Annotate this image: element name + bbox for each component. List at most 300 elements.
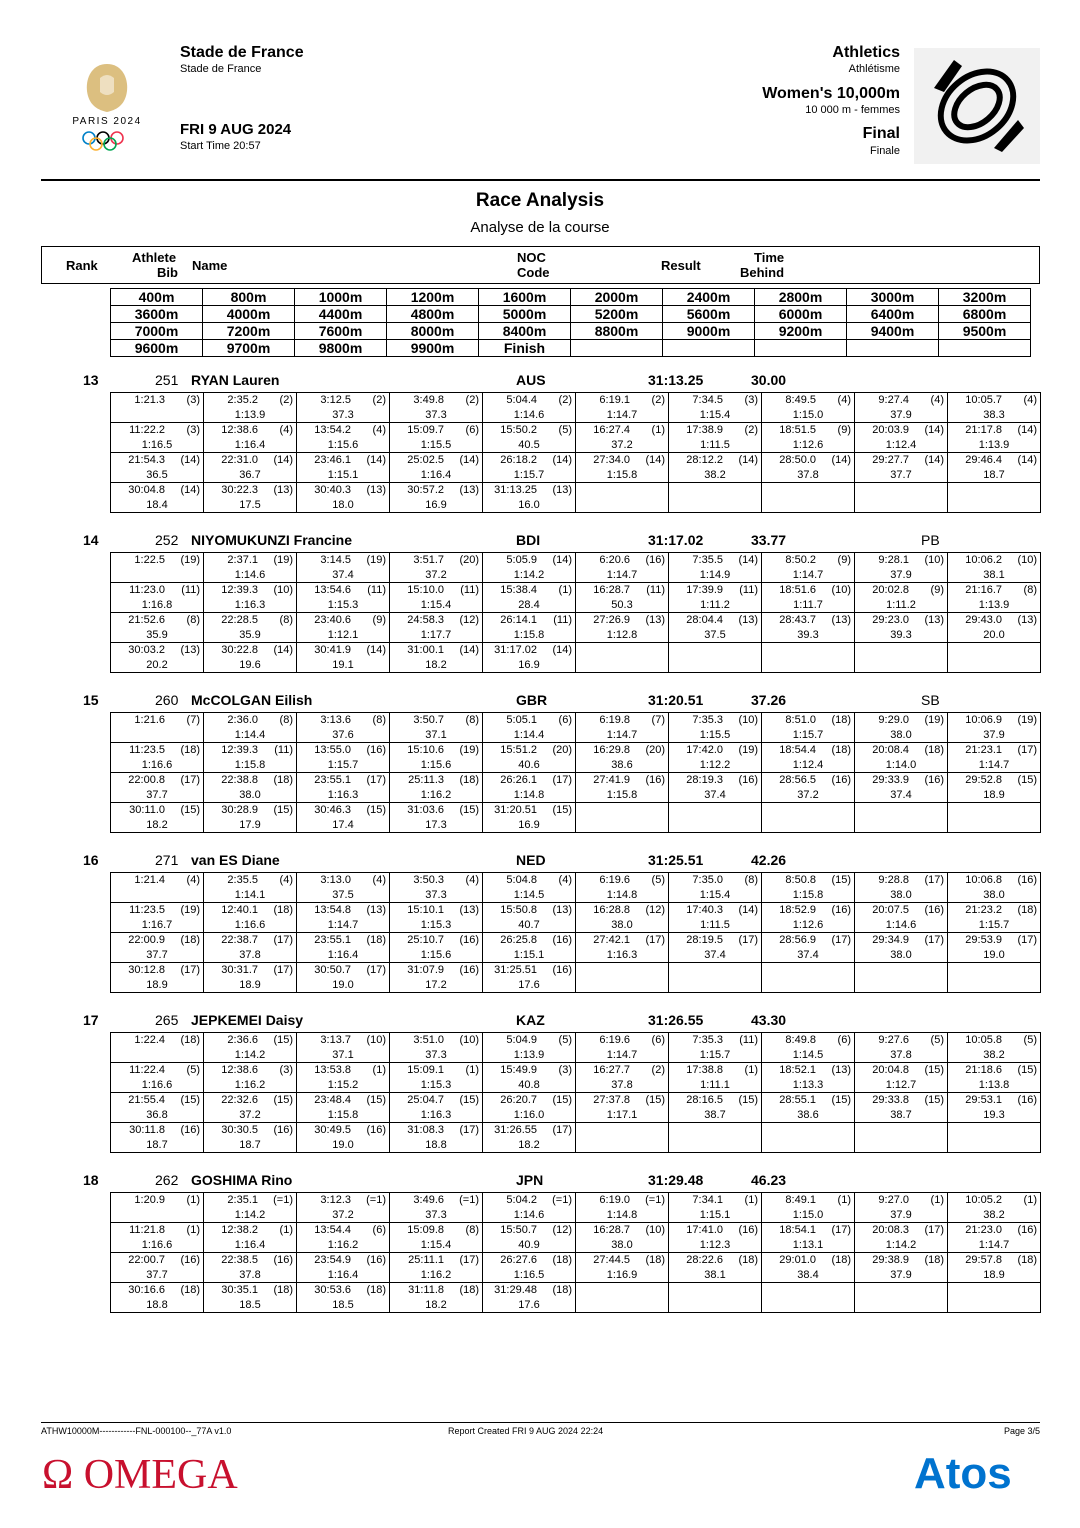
- split-position: (8): [279, 614, 293, 626]
- split-cell: [390, 1283, 483, 1313]
- athlete-name: van ES Diane: [191, 852, 280, 868]
- split-time: 29:34.9: [872, 934, 909, 946]
- split-cell: [390, 583, 483, 613]
- athlete-result: 31:13.25: [648, 372, 704, 388]
- split-lap-time: 1:16.0: [513, 1109, 545, 1121]
- split-position: (1): [744, 1064, 758, 1076]
- split-time: 30:31.7: [221, 964, 258, 976]
- split-time: 8:49.8: [785, 1034, 816, 1046]
- split-cell: [948, 963, 1041, 993]
- split-position: (4): [279, 874, 293, 886]
- split-time: 3:51.7: [413, 554, 444, 566]
- split-cell: [855, 1093, 948, 1123]
- split-position: (4): [465, 874, 479, 886]
- page-number: Page 3/5: [1003, 1426, 1040, 1436]
- split-time: 5:04.8: [506, 874, 537, 886]
- split-lap-time: 1:14.2: [234, 1049, 266, 1061]
- split-position: (16): [645, 774, 665, 786]
- split-time: 30:49.5: [314, 1124, 351, 1136]
- split-cell: [762, 743, 855, 773]
- split-lap-time: 1:16.6: [141, 1079, 173, 1091]
- split-time: 18:51.5: [779, 424, 816, 436]
- athlete-result: 31:26.55: [648, 1012, 704, 1028]
- split-time: 26:18.2: [500, 454, 537, 466]
- split-position: (20): [459, 554, 479, 566]
- split-lap-time: 17.2: [425, 979, 447, 991]
- split-position: (14): [738, 554, 758, 566]
- split-time: 29:52.8: [965, 774, 1002, 786]
- split-cell: [483, 773, 576, 803]
- split-lap-time: 19.0: [332, 979, 354, 991]
- split-lap-time: 1:16.9: [606, 1269, 638, 1281]
- split-position: (12): [459, 614, 479, 626]
- split-cell: [204, 643, 297, 673]
- split-time: 25:11.1: [408, 1254, 444, 1266]
- split-lap-time: 1:16.4: [420, 469, 452, 481]
- split-lap-time: 1:16.2: [420, 1269, 452, 1281]
- split-cell: [297, 1093, 390, 1123]
- split-lap-time: 1:17.1: [606, 1109, 638, 1121]
- split-lap-time: 1:15.6: [327, 439, 359, 451]
- split-time: 5:04.9: [506, 1034, 537, 1046]
- split-cell: [483, 423, 576, 453]
- split-lap-time: 38.2: [983, 1049, 1005, 1061]
- split-lap-time: 36.8: [146, 1109, 168, 1121]
- split-time: 23:55.1: [314, 774, 351, 786]
- split-position: (10): [645, 1224, 665, 1236]
- split-lap-time: 1:15.5: [420, 439, 452, 451]
- split-cell: [204, 1033, 297, 1063]
- split-lap-time: 1:16.4: [234, 1239, 266, 1251]
- split-lap-time: 18.9: [146, 979, 168, 991]
- split-time: 30:53.6: [314, 1284, 351, 1296]
- split-position: (14): [924, 454, 944, 466]
- split-lap-time: 36.5: [146, 469, 168, 481]
- split-position: (14): [552, 454, 572, 466]
- split-lap-time: 1:12.4: [792, 759, 824, 771]
- split-time: 31:03.6: [407, 804, 444, 816]
- split-cell: [576, 933, 669, 963]
- split-lap-time: 1:11.2: [886, 599, 916, 611]
- split-label: 1000m: [295, 289, 387, 306]
- split-time: 5:05.9: [506, 554, 537, 566]
- split-time: 13:53.8: [314, 1064, 351, 1076]
- split-lap-time: 20.0: [983, 629, 1005, 641]
- split-lap-time: 37.7: [890, 469, 912, 481]
- split-time: 29:53.9: [965, 934, 1002, 946]
- split-position: (3): [744, 394, 758, 406]
- split-lap-time: 18.9: [983, 789, 1005, 801]
- split-lap-time: 1:15.8: [327, 1109, 359, 1121]
- split-cell: [297, 1223, 390, 1253]
- split-cell: [204, 1223, 297, 1253]
- split-lap-time: 18.5: [239, 1299, 261, 1311]
- split-cell: [948, 1193, 1041, 1223]
- split-time: 1:21.6: [134, 714, 165, 726]
- athlete-rank: 14: [83, 532, 99, 548]
- col-result: Result: [661, 258, 701, 273]
- split-time: 15:10.0: [407, 584, 444, 596]
- split-position: (8): [465, 1224, 479, 1236]
- split-position: (16): [1017, 1224, 1037, 1236]
- split-time: 22:31.0: [221, 454, 258, 466]
- split-lap-time: 1:15.2: [327, 1079, 359, 1091]
- split-cell: [390, 553, 483, 583]
- split-lap-time: 37.8: [239, 949, 261, 961]
- split-position: (11): [460, 584, 479, 596]
- event-subtitle: 10 000 m - femmes: [805, 104, 900, 116]
- split-time: 13:54.4: [314, 1224, 351, 1236]
- split-cell: [855, 423, 948, 453]
- split-time: 26:20.7: [500, 1094, 537, 1106]
- split-cell: [576, 483, 669, 513]
- split-cell: [669, 713, 762, 743]
- split-lap-time: 35.9: [146, 629, 168, 641]
- split-position: (15): [180, 804, 200, 816]
- split-time: 18:52.1: [779, 1064, 816, 1076]
- split-time: 1:20.9: [134, 1194, 165, 1206]
- split-position: (19): [273, 554, 293, 566]
- split-lap-time: 38.0: [983, 889, 1005, 901]
- split-lap-time: 1:13.1: [792, 1239, 824, 1251]
- split-cell: [204, 483, 297, 513]
- split-lap-time: 1:16.5: [513, 1269, 545, 1281]
- split-lap-time: 1:12.1: [327, 629, 359, 641]
- split-position: (1): [186, 1194, 200, 1206]
- split-lap-time: 1:14.6: [234, 569, 266, 581]
- split-time: 21:23.1: [965, 744, 1002, 756]
- split-cell: [669, 483, 762, 513]
- split-lap-time: 1:15.8: [606, 469, 638, 481]
- split-position: (5): [186, 1064, 200, 1076]
- split-cell: [390, 453, 483, 483]
- split-cell: [483, 393, 576, 423]
- split-cell: [483, 1193, 576, 1223]
- split-label: 2400m: [663, 289, 755, 306]
- split-time: 16:28.7: [593, 1224, 630, 1236]
- split-time: 9:28.8: [878, 874, 909, 886]
- split-position: (17): [831, 934, 851, 946]
- split-label: 3000m: [847, 289, 939, 306]
- split-lap-time: 1:15.7: [513, 469, 545, 481]
- athlete-rank: 17: [83, 1012, 99, 1028]
- split-cell: [111, 963, 204, 993]
- split-lap-time: 1:15.1: [699, 1209, 731, 1221]
- athlete-name: NIYOMUKUNZI Francine: [191, 532, 353, 548]
- athlete-time-behind: 46.23: [751, 1172, 787, 1188]
- split-time: 11:23.5: [129, 904, 165, 916]
- split-time: 30:40.3: [314, 484, 351, 496]
- split-time: 10:06.8: [965, 874, 1002, 886]
- split-time: 27:41.9: [593, 774, 630, 786]
- split-position: (13): [459, 904, 479, 916]
- split-cell: [762, 453, 855, 483]
- split-position: (18): [459, 774, 479, 786]
- split-cell: [948, 1123, 1041, 1153]
- split-position: (17): [924, 874, 944, 886]
- split-cell: [762, 903, 855, 933]
- split-cell: [669, 933, 762, 963]
- split-cell: [576, 613, 669, 643]
- split-grid: [110, 552, 1041, 673]
- split-time: 3:49.6: [413, 1194, 444, 1206]
- split-cell: [204, 773, 297, 803]
- split-time: 8:50.2: [785, 554, 816, 566]
- split-time: 30:28.9: [221, 804, 258, 816]
- split-cell: [855, 713, 948, 743]
- split-position: (11): [646, 584, 665, 596]
- split-time: 2:36.0: [227, 714, 258, 726]
- split-time: 3:51.0: [413, 1034, 444, 1046]
- split-cell: [204, 803, 297, 833]
- split-position: (4): [1023, 394, 1037, 406]
- split-cell: [855, 743, 948, 773]
- split-lap-time: 1:16.2: [327, 1239, 359, 1251]
- split-time: 28:19.3: [686, 774, 723, 786]
- split-time: 30:16.6: [128, 1284, 165, 1296]
- split-cell: [390, 933, 483, 963]
- split-position: (8): [744, 874, 758, 886]
- athlete-bib: 251: [155, 372, 179, 388]
- split-cell: [855, 1223, 948, 1253]
- athlete-time-behind: 30.00: [751, 372, 787, 388]
- split-cell: [948, 1063, 1041, 1093]
- split-lap-time: 1:14.5: [513, 889, 545, 901]
- split-lap-time: 1:16.3: [606, 949, 638, 961]
- split-time: 15:10.6: [407, 744, 444, 756]
- split-position: (15): [1017, 1064, 1037, 1076]
- split-time: 30:22.8: [221, 644, 258, 656]
- split-time: 11:22.2: [129, 424, 165, 436]
- split-cell: [762, 483, 855, 513]
- split-cell: [390, 613, 483, 643]
- split-distance-header: [110, 288, 1031, 357]
- split-position: (16): [924, 774, 944, 786]
- split-label: 4800m: [387, 306, 479, 323]
- split-cell: [390, 963, 483, 993]
- split-position: (17): [459, 1124, 479, 1136]
- split-position: (14): [366, 644, 386, 656]
- split-position: (3): [186, 394, 200, 406]
- split-position: (2): [558, 394, 572, 406]
- split-position: (1): [186, 1224, 200, 1236]
- split-position: (16): [180, 1254, 200, 1266]
- split-position: (16): [831, 774, 851, 786]
- split-time: 16:28.7: [593, 584, 630, 596]
- split-cell: [576, 743, 669, 773]
- split-position: (5): [558, 1034, 572, 1046]
- split-lap-time: 38.0: [890, 729, 912, 741]
- split-position: (1): [651, 424, 665, 436]
- split-position: (17): [366, 964, 386, 976]
- split-time: 15:09.7: [407, 424, 444, 436]
- split-cell: [669, 1223, 762, 1253]
- split-cell: [762, 423, 855, 453]
- split-time: 22:00.8: [128, 774, 165, 786]
- split-position: (9): [372, 614, 386, 626]
- split-time: 13:54.6: [314, 584, 351, 596]
- split-position: (5): [558, 424, 572, 436]
- split-lap-time: 1:15.0: [792, 1209, 824, 1221]
- split-time: 8:51.0: [785, 714, 816, 726]
- split-time: 16:28.8: [593, 904, 630, 916]
- split-position: (5): [1023, 1034, 1037, 1046]
- split-time: 29:46.4: [965, 454, 1002, 466]
- split-time: 3:12.3: [320, 1194, 351, 1206]
- split-cell: [297, 773, 390, 803]
- split-label: 400m: [111, 289, 203, 306]
- split-position: (=1): [459, 1194, 479, 1206]
- split-lap-time: 39.3: [890, 629, 912, 641]
- event-title: Women's 10,000m: [762, 85, 900, 102]
- split-lap-time: 1:11.1: [700, 1079, 730, 1091]
- footer-rule: [41, 1422, 1040, 1423]
- split-lap-time: 38.0: [239, 789, 261, 801]
- split-position: (8): [279, 714, 293, 726]
- split-position: (18): [459, 1284, 479, 1296]
- split-position: (16): [738, 1224, 758, 1236]
- split-cell: [297, 1033, 390, 1063]
- split-position: (4): [372, 874, 386, 886]
- split-time: 10:06.2: [965, 554, 1002, 566]
- split-position: (18): [1017, 1254, 1037, 1266]
- split-grid: [110, 1192, 1041, 1313]
- split-time: 15:50.7: [500, 1224, 537, 1236]
- split-lap-time: 1:14.5: [792, 1049, 824, 1061]
- athlete-time-behind: 37.26: [751, 692, 787, 708]
- split-cell: [762, 1063, 855, 1093]
- split-lap-time: 1:14.6: [885, 919, 917, 931]
- split-position: (15): [1017, 774, 1037, 786]
- split-position: (15): [552, 1094, 572, 1106]
- split-cell: [483, 933, 576, 963]
- split-cell: [483, 643, 576, 673]
- split-cell: [390, 713, 483, 743]
- split-position: (18): [273, 904, 293, 916]
- split-position: (=1): [645, 1194, 665, 1206]
- split-time: 29:53.1: [965, 1094, 1002, 1106]
- split-position: (17): [552, 774, 572, 786]
- split-time: 15:09.8: [407, 1224, 444, 1236]
- split-grid: [110, 392, 1041, 513]
- split-time: 29:33.9: [872, 774, 909, 786]
- split-cell: [762, 1123, 855, 1153]
- split-cell: [390, 483, 483, 513]
- split-position: (16): [459, 934, 479, 946]
- col-rank: Rank: [66, 258, 98, 273]
- split-lap-time: 18.9: [239, 979, 261, 991]
- split-cell: [111, 713, 204, 743]
- split-cell: [297, 423, 390, 453]
- split-time: 21:23.0: [965, 1224, 1002, 1236]
- split-cell: [576, 963, 669, 993]
- split-cell: [576, 803, 669, 833]
- split-time: 12:39.3: [221, 744, 258, 756]
- split-lap-time: 1:14.7: [978, 1239, 1010, 1251]
- split-lap-time: 1:14.4: [513, 729, 545, 741]
- split-cell: [483, 483, 576, 513]
- split-lap-time: 37.8: [797, 469, 819, 481]
- split-label: 6400m: [847, 306, 939, 323]
- split-cell: [948, 583, 1041, 613]
- split-position: (16): [738, 774, 758, 786]
- split-cell: [204, 553, 297, 583]
- split-lap-time: 1:14.7: [606, 1049, 638, 1061]
- split-time: 21:18.6: [965, 1064, 1002, 1076]
- split-cell: [204, 933, 297, 963]
- split-position: (16): [831, 904, 851, 916]
- split-position: (11): [739, 1034, 758, 1046]
- athlete-time-behind: 43.30: [751, 1012, 787, 1028]
- split-cell: [576, 423, 669, 453]
- split-cell: [390, 1063, 483, 1093]
- split-lap-time: 1:14.1: [234, 889, 266, 901]
- start-time: Start Time 20:57: [180, 140, 261, 152]
- split-cell: [576, 1253, 669, 1283]
- split-lap-time: 16.9: [518, 659, 540, 671]
- split-lap-time: 37.2: [425, 569, 447, 581]
- split-position: (18): [924, 1254, 944, 1266]
- split-lap-time: 1:13.9: [978, 439, 1010, 451]
- split-position: (17): [1017, 934, 1037, 946]
- split-lap-time: 40.6: [518, 759, 540, 771]
- split-label: 8000m: [387, 323, 479, 340]
- split-cell: [855, 963, 948, 993]
- split-cell: [669, 1253, 762, 1283]
- split-time: 8:50.8: [785, 874, 816, 886]
- split-position: (18): [831, 714, 851, 726]
- split-position: (1): [1023, 1194, 1037, 1206]
- split-label: 7600m: [295, 323, 387, 340]
- split-lap-time: 1:16.7: [141, 919, 173, 931]
- split-cell: [855, 583, 948, 613]
- split-cell: [483, 1123, 576, 1153]
- split-cell: [762, 1033, 855, 1063]
- split-cell: [855, 613, 948, 643]
- split-cell: [855, 483, 948, 513]
- athlete-time-behind: 42.26: [751, 852, 787, 868]
- split-cell: [669, 553, 762, 583]
- split-lap-time: 37.2: [611, 439, 633, 451]
- split-cell: [576, 873, 669, 903]
- page-subtitle: Analyse de la course: [470, 219, 610, 236]
- split-time: 12:38.6: [221, 424, 258, 436]
- split-time: 12:38.2: [221, 1224, 258, 1236]
- split-time: 23:55.1: [314, 934, 351, 946]
- split-time: 9:28.1: [878, 554, 909, 566]
- split-time: 29:57.8: [965, 1254, 1002, 1266]
- split-cell: [483, 1283, 576, 1313]
- split-lap-time: 1:15.6: [420, 949, 452, 961]
- split-time: 8:49.5: [785, 394, 816, 406]
- logo-text: PARIS 2024: [72, 116, 142, 127]
- split-cell: [669, 613, 762, 643]
- split-position: (18): [180, 1034, 200, 1046]
- split-time: 31:25.51: [494, 964, 537, 976]
- split-lap-time: 1:15.8: [792, 889, 824, 901]
- split-cell: [948, 1253, 1041, 1283]
- split-lap-time: 1:15.8: [606, 789, 638, 801]
- split-cell: [855, 1253, 948, 1283]
- split-time: 15:09.1: [407, 1064, 444, 1076]
- split-lap-time: 37.5: [704, 629, 726, 641]
- split-cell: [111, 1223, 204, 1253]
- split-position: (17): [738, 934, 758, 946]
- split-time: 20:03.9: [872, 424, 909, 436]
- split-cell: [204, 423, 297, 453]
- split-lap-time: 1:14.4: [234, 729, 266, 741]
- split-position: (16): [366, 744, 386, 756]
